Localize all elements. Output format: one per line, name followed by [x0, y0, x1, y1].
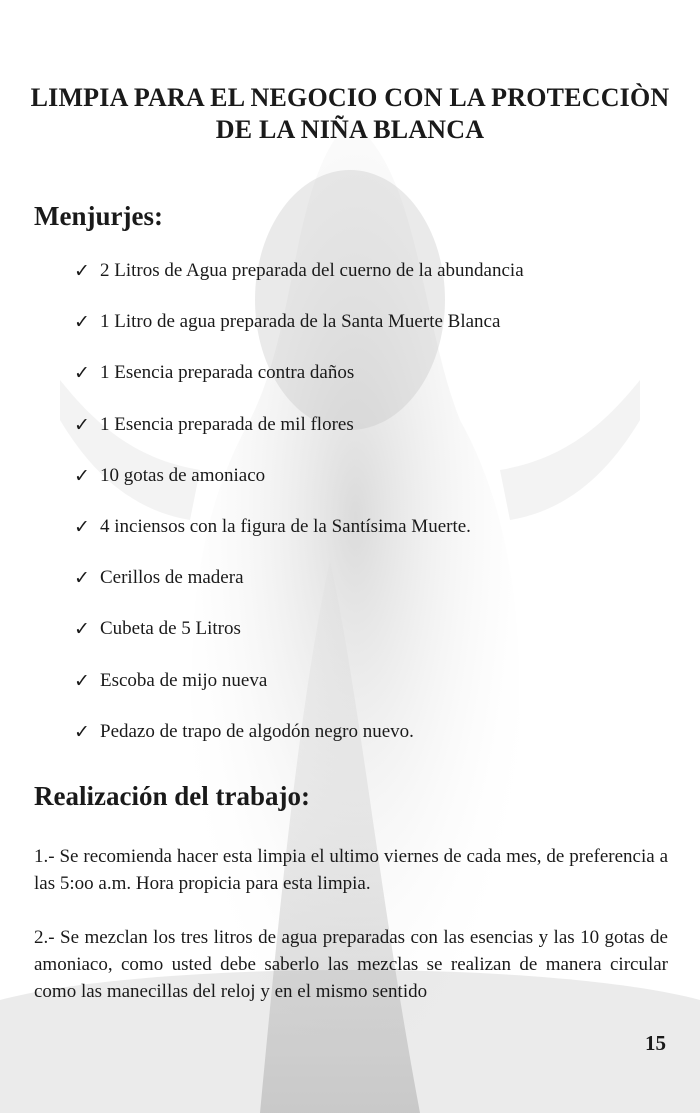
procedure-step-1: 1.- Se recomienda hacer esta limpia el ultimo viernes de cada mes, de preferencia a las 5:oo a.m. Hora propicia para esta limpia.	[34, 846, 668, 894]
list-item	[74, 258, 674, 309]
procedure-step-2: 2.- Se mezclan los tres litros de agua preparadas con las esencias y las 10 gotas de amoniaco, como usted debe saberlo las mezclas se realizan de manera circular como las manecillas del reloj y en el mismo sentido	[34, 927, 668, 1002]
checkmark-icon: ✓	[74, 618, 90, 641]
ingredients-list	[74, 258, 674, 770]
procedure-heading: Realización del trabajo:	[34, 781, 310, 811]
list-item	[74, 309, 674, 360]
list-item	[74, 668, 674, 719]
list-item	[74, 616, 674, 667]
ingredient-text: Cubeta de 5 Litros	[100, 618, 241, 640]
checkmark-icon: ✓	[74, 311, 90, 334]
checkmark-icon: ✓	[74, 362, 90, 385]
ingredient-text: 4 inciensos con la figura de la Santísima Muerte.	[100, 515, 471, 537]
checkmark-icon: ✓	[74, 413, 90, 436]
list-item	[74, 360, 674, 411]
ingredient-text: 10 gotas de amoniaco	[100, 464, 266, 486]
ingredient-text: 1 Esencia preparada contra daños	[100, 362, 355, 384]
page-number: 15	[645, 1031, 666, 1055]
ingredient-text: 2 Litros de Agua preparada del cuerno de la abundancia	[100, 260, 524, 281]
ingredient-text: 1 Esencia preparada de mil flores	[100, 413, 354, 435]
checkmark-icon: ✓	[74, 669, 90, 692]
ingredient-text: Escoba de mijo nueva	[100, 669, 268, 691]
checkmark-icon: ✓	[74, 515, 90, 538]
ingredient-text: 1 Litro de agua preparada de la Santa Muerte Blanca	[100, 311, 501, 333]
list-item	[74, 514, 674, 565]
ingredient-text: Pedazo de trapo de algodón negro nuevo.	[100, 720, 414, 742]
checkmark-icon: ✓	[74, 567, 90, 590]
list-item	[74, 412, 674, 463]
list-item	[74, 565, 674, 616]
list-item	[74, 719, 674, 770]
page-title-line-2: DE LA NIÑA BLANCA	[215, 115, 485, 144]
list-item	[74, 463, 674, 514]
ingredient-text: Cerillos de madera	[100, 567, 244, 589]
ingredients-heading: Menjurjes:	[34, 201, 163, 231]
checkmark-icon: ✓	[74, 260, 90, 282]
checkmark-icon: ✓	[74, 464, 90, 487]
page-title-line-1: LIMPIA PARA EL NEGOCIO CON LA PROTECCIÒN	[30, 83, 670, 112]
checkmark-icon: ✓	[74, 720, 90, 743]
